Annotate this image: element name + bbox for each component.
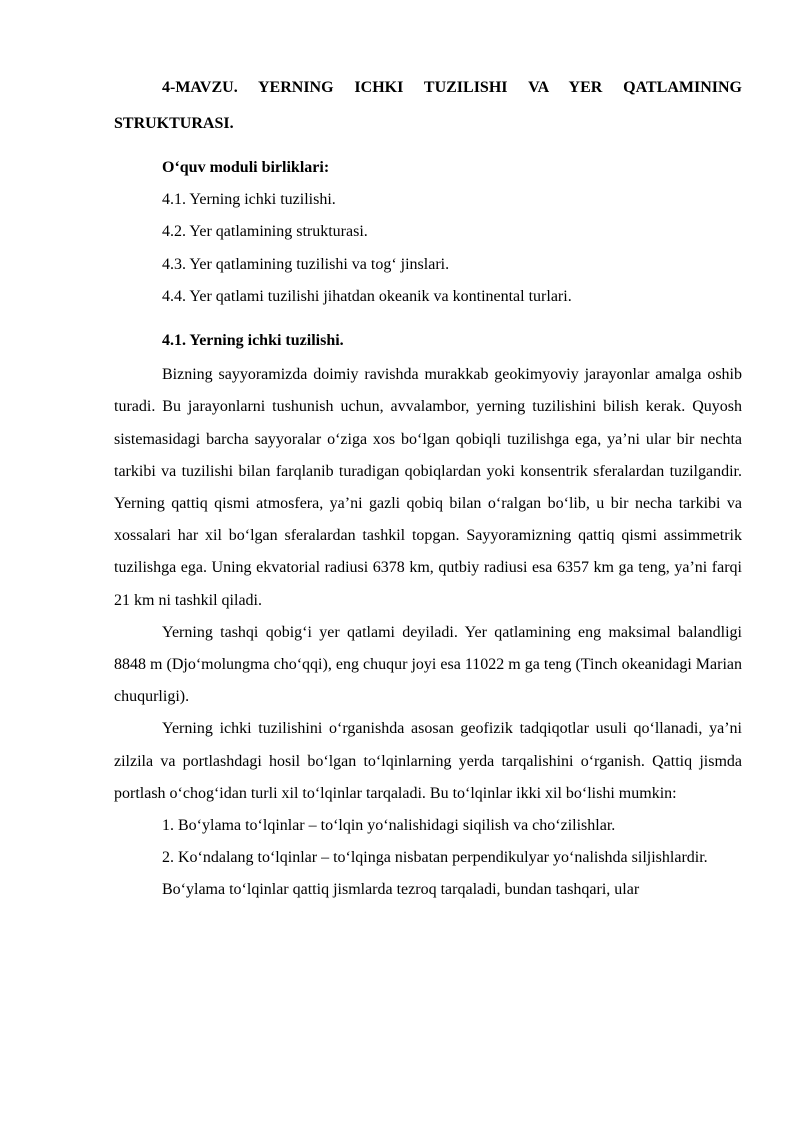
modules-heading: O‘quv moduli birliklari: [162, 159, 330, 176]
document-title: 4-MAVZU. YERNING ICHKI TUZILISHI VA YER QATLAMINING STRUKTURASI. [114, 79, 742, 132]
document-page [114, 70, 742, 907]
module-item-4: 4.4. Yer qatlami tuzilishi jihatdan okeanik va kontinental turlari. [162, 287, 572, 305]
module-item-1: 4.1. Yerning ichki tuzilishi. [162, 191, 336, 209]
paragraph-4: Bo‘ylama to‘lqinlar qattiq jismlarda tezroq tarqaladi, bundan tashqari, ular [162, 881, 640, 899]
list-item-2: 2. Ko‘ndalang to‘lqinlar – to‘lqinga nisbatan perpendikulyar yo‘nalishda siljishlardir. [162, 849, 708, 867]
module-item-3: 4.3. Yer qatlamining tuzilishi va tog‘ jinslari. [162, 255, 450, 273]
paragraph-3: Yerning ichki tuzilishini o‘rganishda asosan geofizik tadqiqotlar usuli qo‘llanadi, ya’ni zilzila va portlashdagi hosil bo‘lgan to‘lqinlarning yerda tarqalishini o‘rganish. Qattiq jismda portlash o‘chog‘idan turli xil to‘lqinlar tarqaladi. Bu to‘lqinlar ikki xil bo‘lishi mumkin: [114, 720, 742, 802]
paragraph-2: Yerning tashqi qobig‘i yer qatlami deyiladi. Yer qatlamining eng maksimal balandligi 8848 m (Djo‘molungma cho‘qqi), eng chuqur joyi esa 11022 m ga teng (Tinch okeanidagi Marian chuqurligi). [114, 623, 742, 706]
section-heading: 4.1. Yerning ichki tuzilishi. [162, 332, 344, 350]
paragraph-1: Bizning sayyoramizda doimiy ravishda murakkab geokimyoviy jarayonlar amalga oshib turadi. Bu jarayonlarni tushunish uchun, avvalambor, yerning tuzilishini bilish kerak. Quyosh sistemasidagi barcha sayyoralar o‘ziga xos bo‘lgan qobiqli tuzilishga ega, ya’ni ular bir nechta tarkibi va tuzilishi bilan farqlanib turadigan qobiqlardan yoki konsentrik sferalardan tuzilgandir. Yerning qattiq qismi atmosfera, ya’ni gazli qobiq bilan o‘ralgan bo‘lib, u bir necha tarkibi va xossalari har xil bo‘lgan sferalardan tashkil topgan. Sayyoramizning qattiq qismi assimmetrik tuzilishga ega. Uning ekvatorial radiusi 6378 km, qutbiy radiusi esa 6357 km ga teng, ya’ni farqi 21 km ni tashkil qiladi. [114, 366, 742, 609]
list-item-1: 1. Bo‘ylama to‘lqinlar – to‘lqin yo‘nalishidagi siqilish va cho‘zilishlar. [162, 817, 616, 835]
module-item-2: 4.2. Yer qatlamining strukturasi. [162, 223, 368, 241]
